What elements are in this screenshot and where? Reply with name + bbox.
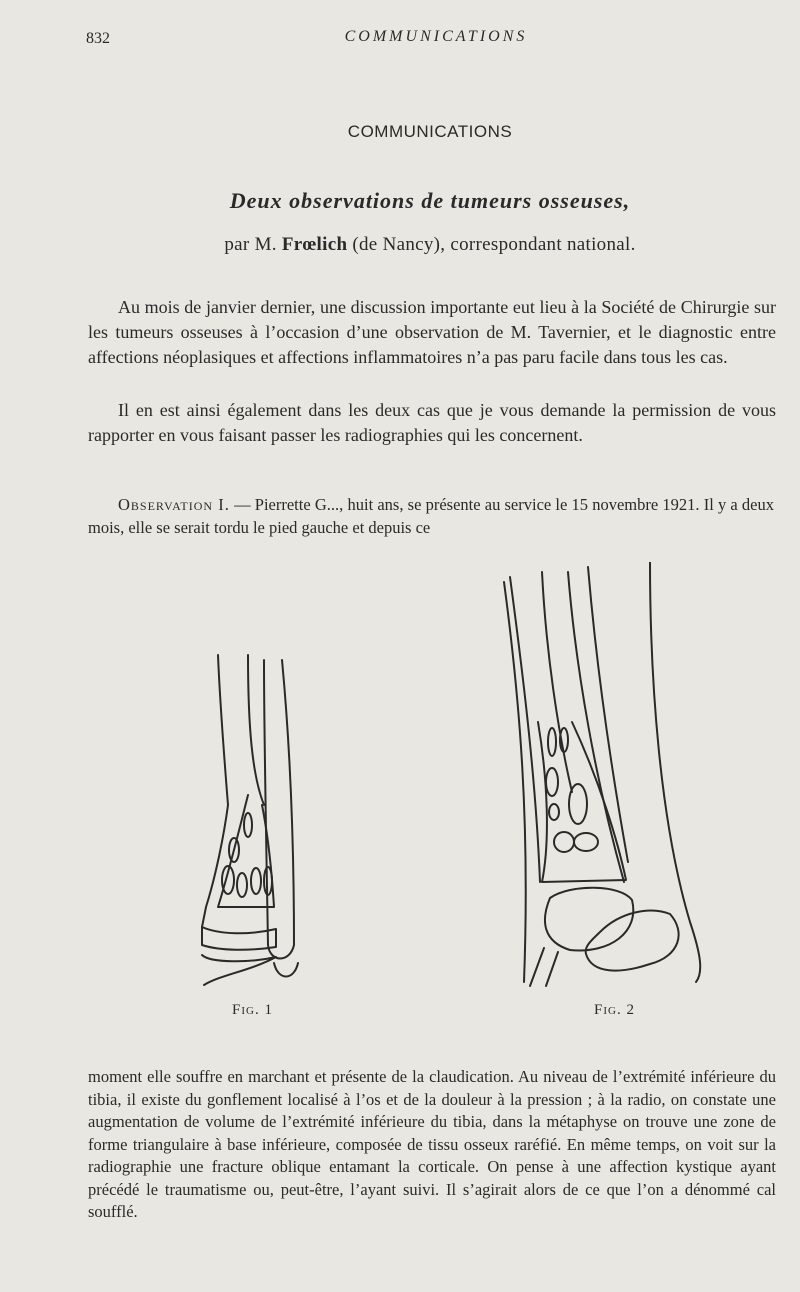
fig2-cyst-d bbox=[569, 784, 587, 824]
fig2-skin-left bbox=[504, 582, 526, 982]
fig1-cyst-d bbox=[237, 873, 247, 897]
fig2-cyst-c bbox=[546, 768, 558, 796]
article-title: Deux observations de tumeurs osseuses, bbox=[229, 188, 631, 213]
fig2-lower-bones bbox=[530, 948, 558, 986]
fig1-cyst-e bbox=[251, 868, 261, 894]
observation-paragraph bbox=[88, 493, 774, 539]
figure-1-caption: Fig. 1 bbox=[232, 1002, 273, 1018]
byline-author: Frœlich bbox=[281, 234, 348, 255]
fig1-epiphysis bbox=[202, 955, 276, 985]
fig1-inner-cortex bbox=[248, 655, 264, 805]
fig1-fibula-left bbox=[264, 660, 294, 959]
fig2-fibula bbox=[568, 567, 628, 882]
fig1-growth-plate bbox=[202, 927, 276, 950]
fig1-fibula-tip bbox=[274, 963, 298, 977]
figure-2-drawing bbox=[500, 562, 710, 992]
fig2-skin-right bbox=[650, 562, 700, 982]
fig2-metaphysis bbox=[538, 722, 626, 882]
paragraph-cases: Il en est ainsi également dans les deux cas que je vous demande la permission de vous rapporter en vous faisant passer les radiographies qui les concernent. bbox=[88, 400, 776, 445]
observation-label: Observation I. bbox=[118, 495, 230, 514]
fig1-cyst-b bbox=[244, 813, 252, 837]
section-title: COMMUNICATIONS bbox=[347, 122, 513, 141]
figure-2-caption: Fig. 2 bbox=[594, 1002, 635, 1018]
continuation-paragraph: moment elle souffre en marchant et présente de la claudication. Au niveau de l’extrémité inférieure du tibia, il existe du gonflement localisé à l’os et de la douleur à la pression ; à la radio, on constate une augmentation de volume de l’extrémité inférieure du tibia, dans la métaphyse on trouve une zone de forme triangulaire à base inférieure, composée de tissu osseux raréfié. En même temps, on voit sur la radiographie une fracture oblique entamant la corticale. On pense à une affection kystique ayant précédé le traumatisme ou, peut-être, l’ayant suivi. Il s’agirait alors de ce que l’on a dénommé cal soufflé. bbox=[88, 1067, 776, 1221]
running-head bbox=[86, 28, 786, 50]
byline-suffix: (de Nancy), correspondant national. bbox=[352, 234, 636, 255]
paragraph-intro: Au mois de janvier dernier, une discussion importante eut lieu à la Société de Chirurgie sur les tumeurs osseuses à l’occasion d’une observation de M. Tavernier, et le diagnostic entre affections néoplasiques et affections inflammatoires n’a pas paru facile dans tous les cas. bbox=[88, 297, 776, 367]
fig2-cyst-g bbox=[574, 833, 598, 851]
running-title: COMMUNICATIONS bbox=[344, 28, 528, 45]
byline-prefix: par M. bbox=[224, 234, 277, 255]
fig2-cyst-a bbox=[548, 728, 556, 756]
fig2-tibia-inner bbox=[542, 572, 572, 792]
fig2-cyst-e bbox=[549, 804, 559, 820]
figure-1-drawing bbox=[190, 645, 310, 990]
fig2-talus bbox=[545, 888, 633, 951]
byline bbox=[0, 234, 800, 256]
page-number: 832 bbox=[86, 30, 110, 47]
fig2-cyst-f bbox=[554, 832, 574, 852]
observation-text: — Pierrette G..., huit ans, se présente au service le 15 novembre 1921. Il y a deux mois, elle se serait tordu le pied gauche et depuis ce bbox=[88, 495, 775, 537]
